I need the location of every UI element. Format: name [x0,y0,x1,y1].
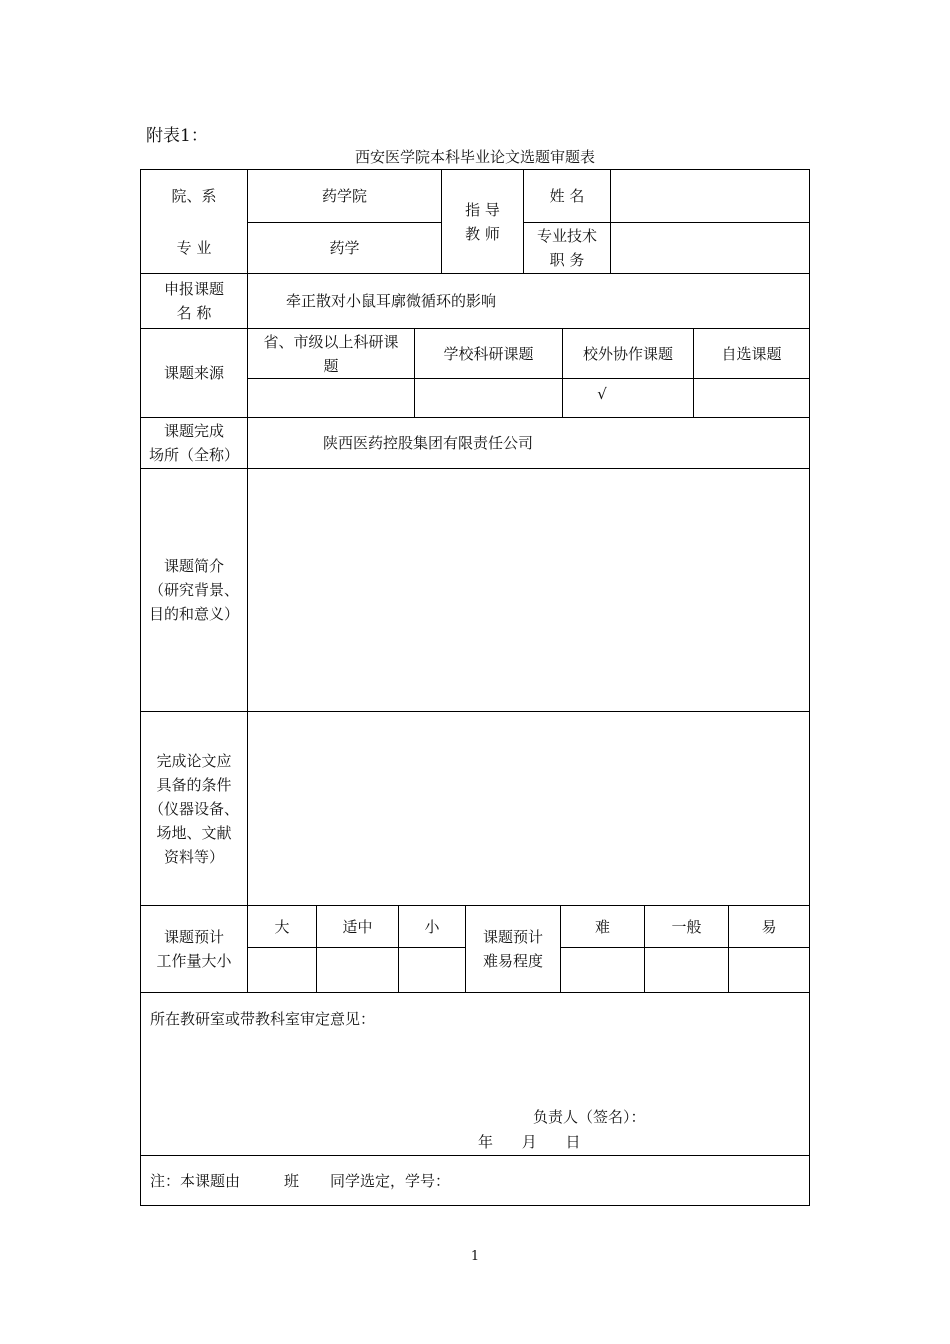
note-class-word: 班 [284,1172,300,1190]
place-value[interactable]: 陕西医药控股集团有限责任公司 [323,434,534,452]
intro-value[interactable] [248,469,809,711]
difficulty-option-easy: 易 [761,917,777,936]
note-prefix: 注：本课题由 [150,1172,241,1190]
source-mark-external[interactable]: √ [597,385,607,403]
review-signer: 负责人（签名）： [533,1108,646,1126]
source-header-school: 学校科研课题 [443,344,534,363]
table-border-bottom [140,1205,810,1206]
source-header-self: 自选课题 [721,344,782,363]
rule [140,992,810,993]
review-label: 所在教研室或带教科室审定意见： [150,1010,376,1028]
title-value[interactable] [611,223,809,273]
form-title: 西安医学院本科毕业论文选题审题表 [354,148,595,166]
source-header-external: 校外协作课题 [582,344,673,363]
page-number: 1 [470,1249,480,1264]
conditions-label: 完成论文应 具备的条件 （仪器设备、 场地、文献 资料等） [148,751,239,866]
difficulty-option-hard: 难 [594,917,610,936]
intro-label: 课题简介 （研究背景、 目的和意义） [148,557,239,623]
major-value[interactable]: 药学 [329,239,360,257]
conditions-value[interactable] [248,712,809,905]
topic-value[interactable]: 牵正散对小鼠耳廓微循环的影响 [286,292,497,310]
workload-option-small: 小 [424,917,440,936]
difficulty-check-medium[interactable] [645,948,728,992]
workload-check-large[interactable] [248,948,316,992]
dept-label: 院、系 [171,187,217,205]
name-value[interactable] [611,170,809,222]
source-label: 课题来源 [163,364,224,382]
dept-value[interactable]: 药学院 [321,187,367,205]
major-label: 专 业 [176,239,212,257]
name-label: 姓 名 [549,187,585,205]
workload-option-large: 大 [274,917,290,936]
topic-label: 申报课题 名 称 [163,280,224,322]
advisor-label: 指 导 教 师 [465,200,500,243]
difficulty-check-hard[interactable] [561,948,644,992]
source-mark-self[interactable] [694,379,809,417]
rule [140,1155,810,1156]
note-suffix: 同学选定，学号： [330,1172,451,1190]
workload-option-medium: 适中 [342,917,373,936]
place-label: 课题完成 场所（全称） [148,422,239,464]
source-header-provincial: 省、市级以上科研课 题 [263,332,399,375]
difficulty-label: 课题预计 难易程度 [482,928,543,970]
attachment-label: 附表1： [146,126,208,146]
difficulty-option-medium: 一般 [671,917,702,936]
workload-check-medium[interactable] [317,948,398,992]
review-date: 年 月 日 [478,1133,581,1151]
workload-label: 课题预计 工作量大小 [156,928,232,970]
table-border-right [809,169,810,1206]
source-mark-provincial[interactable] [248,379,414,417]
title-label: 专业技术 职 务 [536,227,597,269]
difficulty-check-easy[interactable] [729,948,809,992]
workload-check-small[interactable] [399,948,465,992]
source-mark-school[interactable] [415,379,562,417]
